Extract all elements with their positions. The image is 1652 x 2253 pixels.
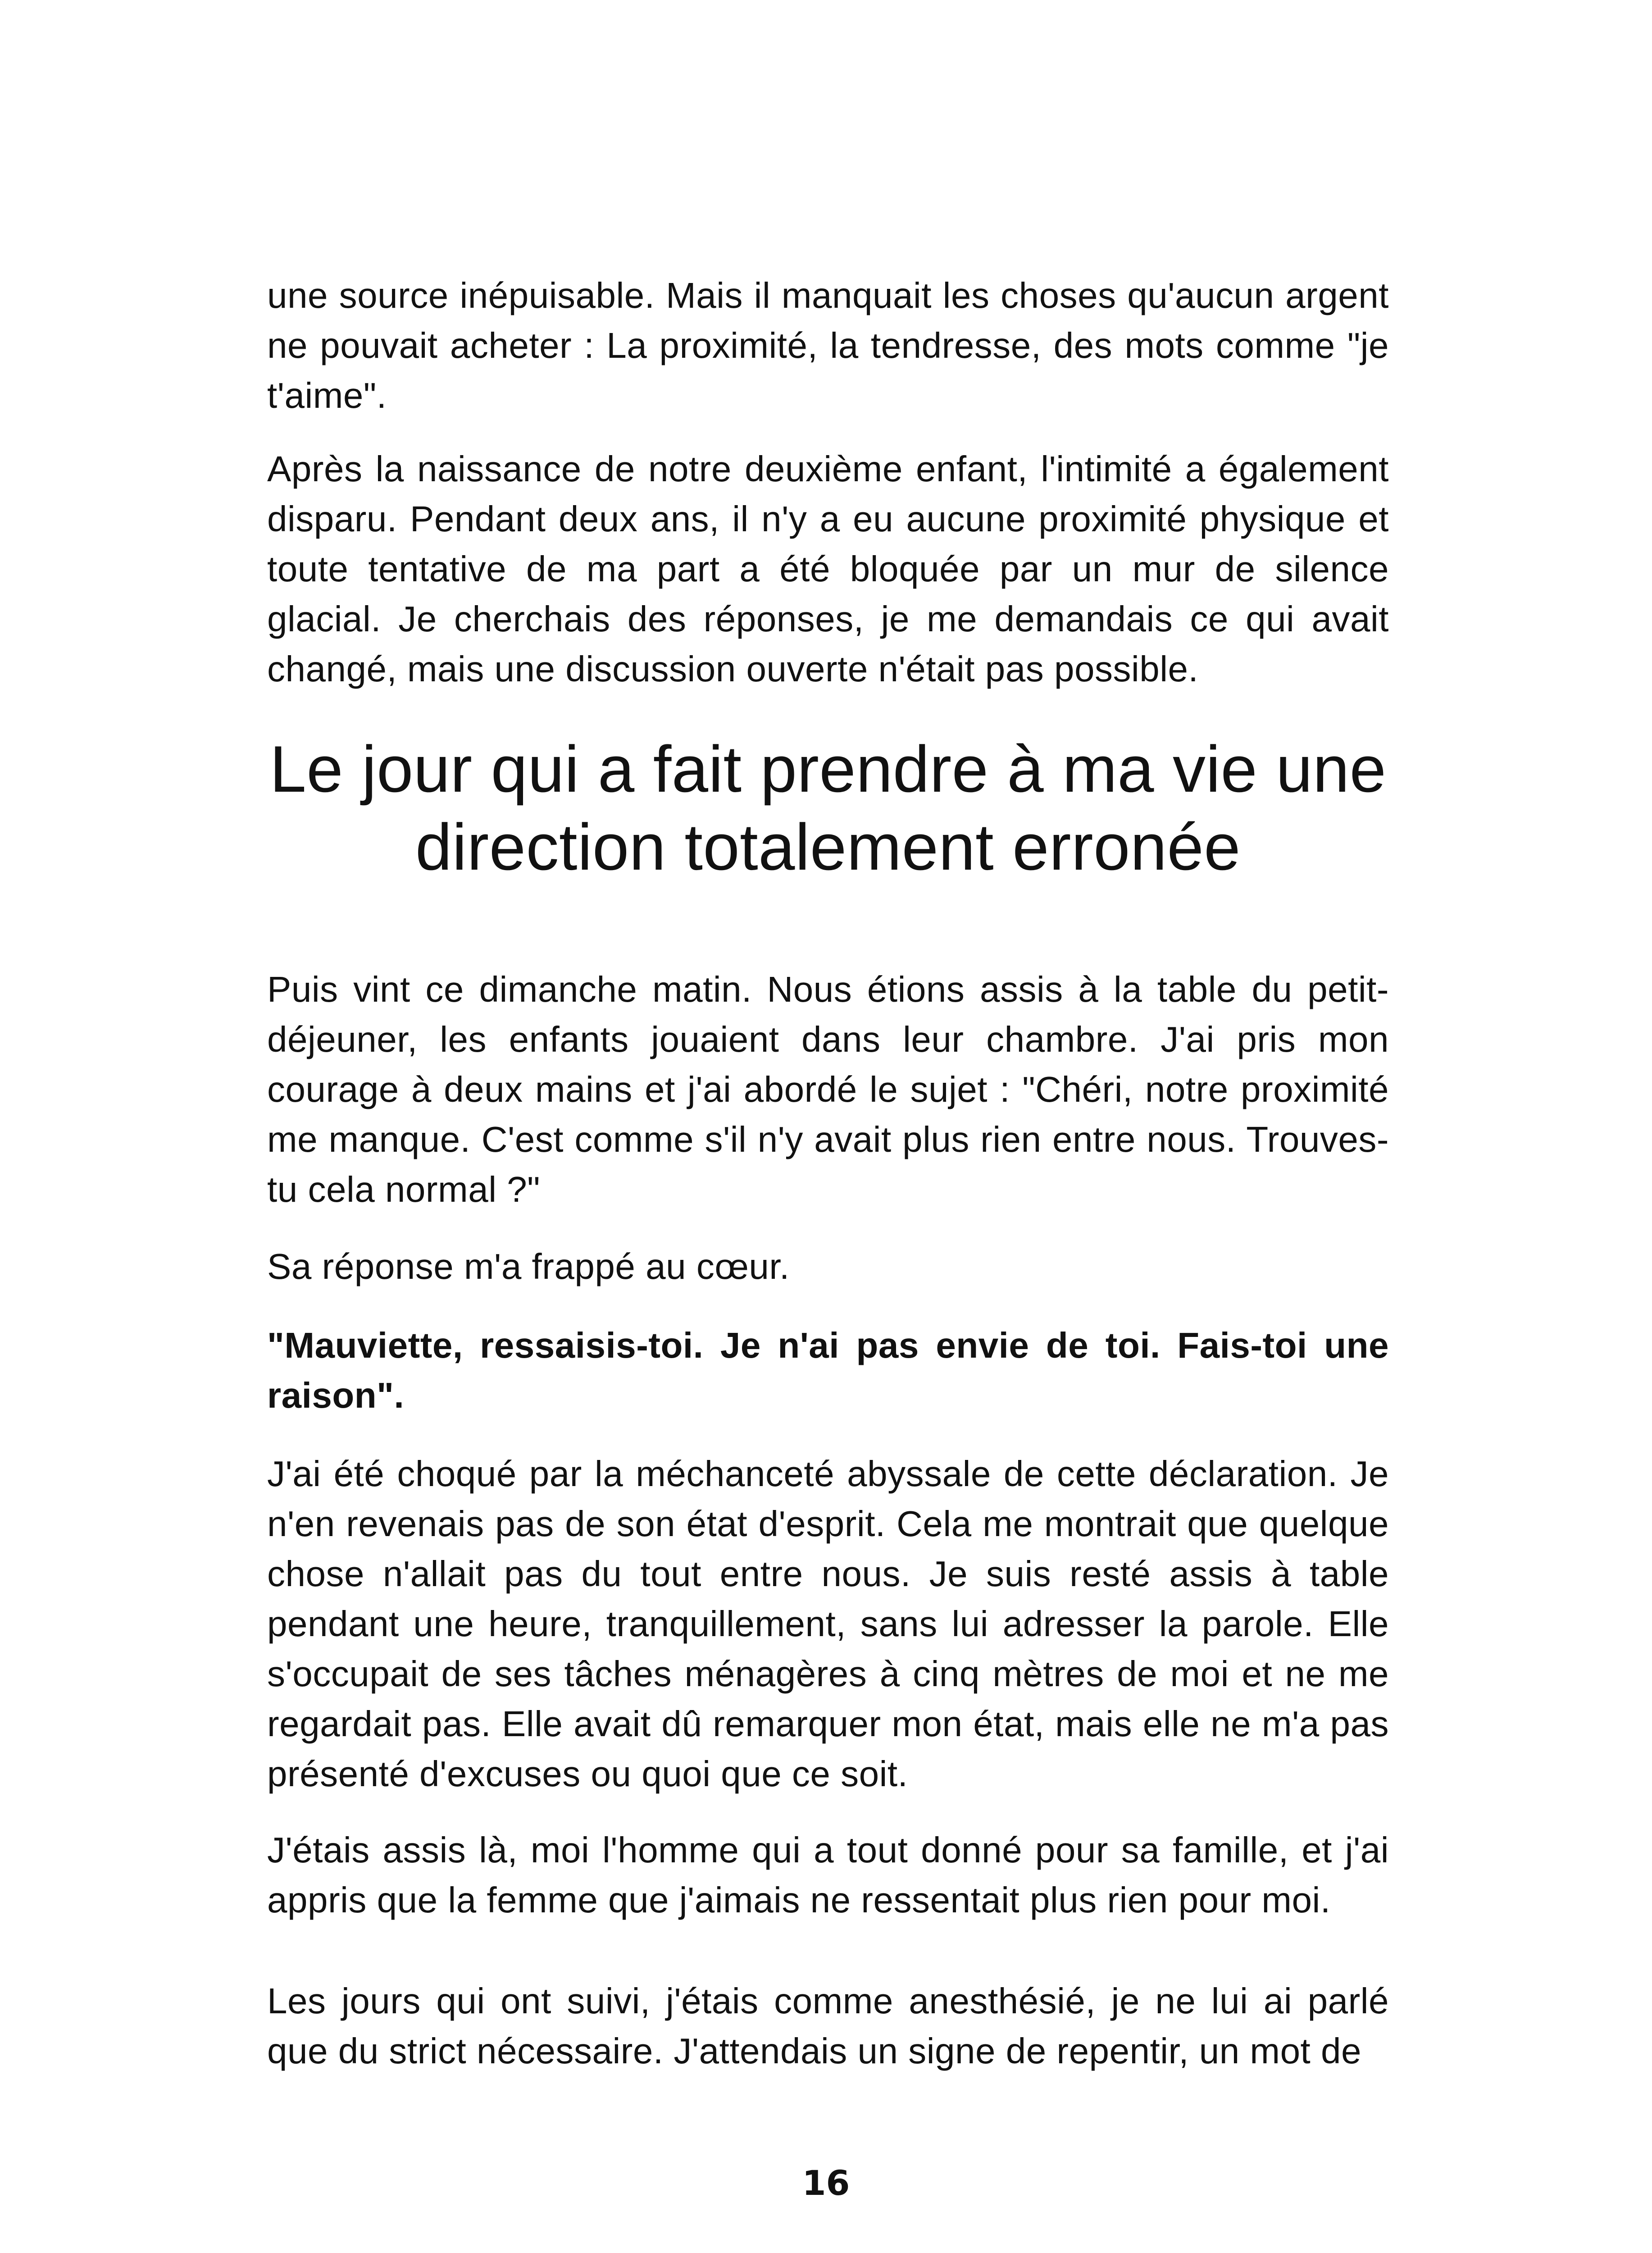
chapter-heading: Le jour qui a fait prendre à ma vie une direction totalement erronée: [269, 732, 1387, 884]
paragraph-jetais-assis: J'étais assis là, moi l'homme qui a tout donné pour sa famille, et j'ai appris que la femme que j'aimais ne ressentait plus rien pour moi.: [267, 1830, 1389, 1920]
paragraph-jours-suivants: Les jours qui ont suivi, j'étais comme anesthésié, je ne lui ai parlé que du strict nécessaire. J'attendais un signe de repentir, un mot de: [267, 1981, 1389, 2071]
paragraph-dimanche-matin: Puis vint ce dimanche matin. Nous étions assis à la table du petit-déjeuner, les enfants jouaient dans leur chambre. J'ai pris mon courage à deux mains et j'ai abordé le sujet : "Chéri, notre proximité me manque. C'est comme s'il n'y avait plus rien entre nous. Trouves-tu cela normal ?": [267, 969, 1389, 1209]
paragraph-naissance-deuxieme-enfant: Après la naissance de notre deuxième enfant, l'intimité a également disparu. Pendant deux ans, il n'y a eu aucune proximité physique et toute tentative de ma part a été bloquée par un mur de silence glacial. Je cherchais des réponses, je me demandais ce qui avait changé, mais une discussion ouverte n'était pas possible.: [267, 449, 1389, 689]
paragraph-source-inepuisable: une source inépuisable. Mais il manquait les choses qu'aucun argent ne pouvait acheter : La proximité, la tendresse, des mots comme "je t'aime".: [267, 275, 1389, 415]
paragraph-quote-bold: "Mauviette, ressaisis-toi. Je n'ai pas envie de toi. Fais-toi une raison".: [267, 1325, 1389, 1415]
page-number: 16: [802, 2163, 850, 2203]
paragraph-sa-reponse: Sa réponse m'a frappé au cœur.: [267, 1246, 790, 1286]
paragraph-mechancete: J'ai été choqué par la méchanceté abyssale de cette déclaration. Je n'en revenais pas de son état d'esprit. Cela me montrait que quelque chose n'allait pas du tout entre nous. Je suis resté assis à table pendant une heure, tranquillement, sans lui adresser la parole. Elle s'occupait de ses tâches ménagères à cinq mètres de moi et ne me regardait pas. Elle avait dû remarquer mon état, mais elle ne m'a pas présenté d'excuses ou quoi que ce soit.: [267, 1454, 1389, 1794]
